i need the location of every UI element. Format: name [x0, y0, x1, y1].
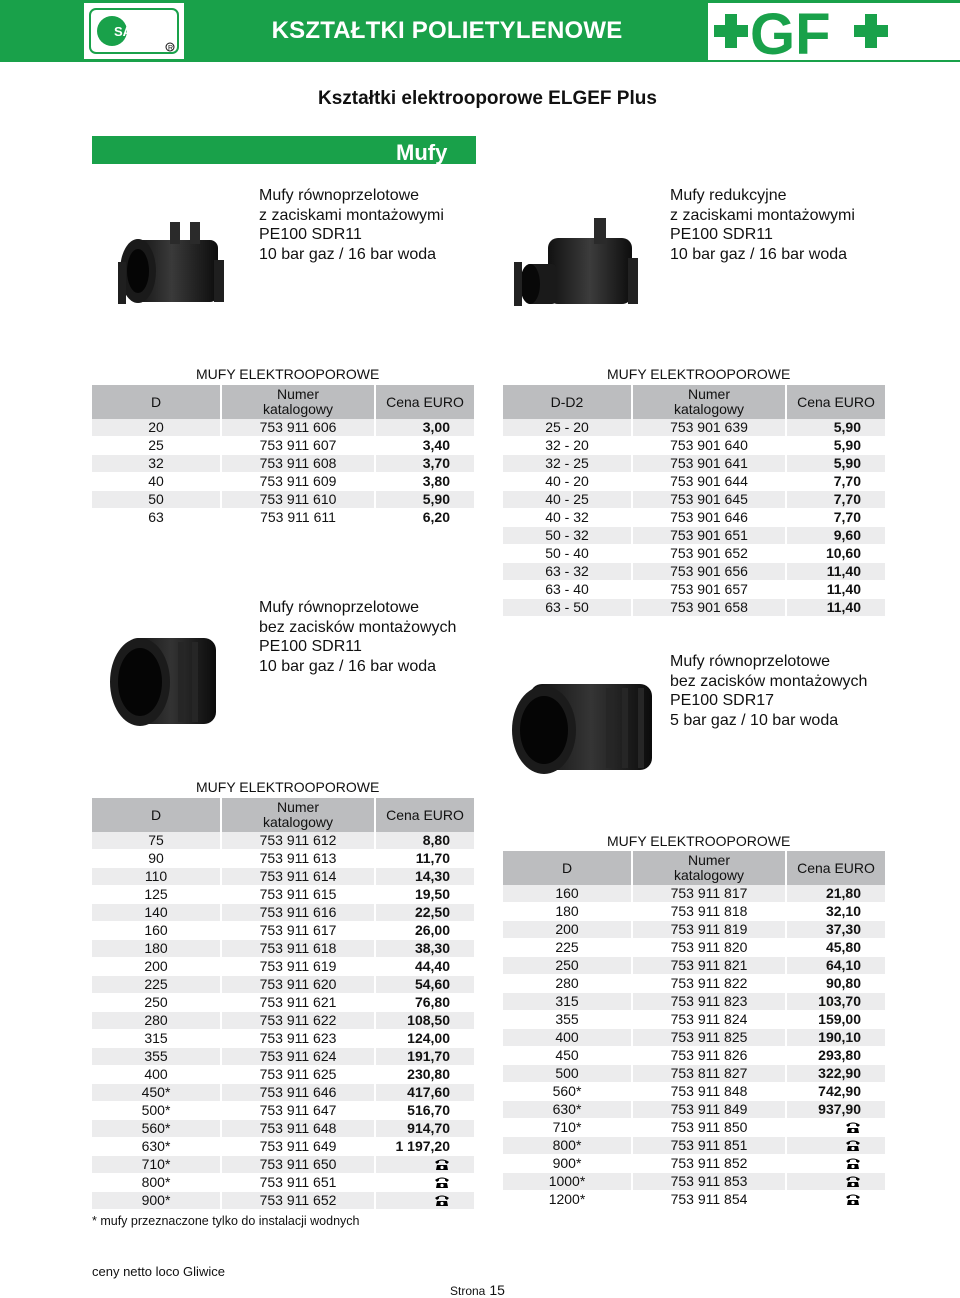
catalog-number-cell: 753 901 652 — [633, 545, 787, 563]
price-cell: 7,70 — [787, 509, 885, 527]
catalog-number-cell: 753 911 651 — [222, 1174, 376, 1192]
price-table-4 — [503, 851, 885, 1209]
diameter-cell: 710* — [92, 1156, 222, 1174]
price-cell — [787, 1137, 885, 1155]
diameter-cell: 110 — [92, 868, 222, 886]
price-cell: 108,50 — [376, 1012, 474, 1030]
product-description-2 — [670, 186, 855, 264]
table-row — [92, 1048, 474, 1066]
catalog-number-cell: 753 901 639 — [633, 419, 787, 437]
catalog-number-cell: 753 911 821 — [633, 957, 787, 975]
catalog-number-cell: 753 911 610 — [222, 491, 376, 509]
price-cell — [787, 1119, 885, 1137]
sanit-logo-text: SANIT — [114, 24, 153, 39]
diameter-cell: 355 — [503, 1011, 633, 1029]
diameter-cell: 25 — [92, 437, 222, 455]
catalog-number-cell: 753 911 617 — [222, 922, 376, 940]
table-row — [92, 1156, 474, 1174]
coupler-sdr17-image — [506, 674, 662, 778]
catalog-number-cell: 753 901 645 — [633, 491, 787, 509]
table-row — [92, 1102, 474, 1120]
column-header: D — [92, 798, 222, 832]
price-cell: 417,60 — [376, 1084, 474, 1102]
price-cell: 5,90 — [787, 419, 885, 437]
column-header: Cena EURO — [376, 385, 474, 419]
catalog-number-cell: 753 911 852 — [633, 1155, 787, 1173]
sanit-logo — [84, 3, 184, 59]
table-row — [92, 904, 474, 922]
price-cell: 11,40 — [787, 599, 885, 617]
product-description-4 — [670, 652, 867, 730]
table-row — [92, 419, 474, 437]
table-row — [503, 975, 885, 993]
diameter-cell: 1000* — [503, 1173, 633, 1191]
catalog-number-cell: 753 911 818 — [633, 903, 787, 921]
table-row — [503, 527, 885, 545]
desc-line: bez zacisków montażowych — [259, 618, 457, 636]
table-row — [503, 1011, 885, 1029]
coupler-with-clamps-image — [110, 210, 242, 322]
price-cell: 5,90 — [376, 491, 474, 509]
price-cell: 22,50 — [376, 904, 474, 922]
phone-icon — [434, 1194, 450, 1207]
catalog-number-cell: 753 901 640 — [633, 437, 787, 455]
catalog-number-cell: 753 901 656 — [633, 563, 787, 581]
diameter-cell: 500* — [92, 1102, 222, 1120]
table-row — [503, 1173, 885, 1191]
catalog-number-cell: 753 911 854 — [633, 1191, 787, 1209]
desc-line: PE100 SDR11 — [259, 226, 362, 243]
catalog-number-cell: 753 911 647 — [222, 1102, 376, 1120]
gf-logo-graphic — [708, 0, 960, 62]
diameter-cell: 40 - 32 — [503, 509, 633, 527]
price-cell: 3,80 — [376, 473, 474, 491]
catalog-number-cell: 753 911 822 — [633, 975, 787, 993]
catalog-number-cell: 753 911 826 — [633, 1047, 787, 1065]
table-row — [503, 419, 885, 437]
catalog-number-cell: 753 911 621 — [222, 994, 376, 1012]
price-cell: 14,30 — [376, 868, 474, 886]
table-row — [503, 509, 885, 527]
table-row — [92, 886, 474, 904]
table-row — [92, 976, 474, 994]
table-row — [92, 473, 474, 491]
price-cell: 159,00 — [787, 1011, 885, 1029]
price-cell: 3,40 — [376, 437, 474, 455]
column-header: Numer katalogowy — [633, 851, 787, 885]
table-row — [503, 921, 885, 939]
table-row — [503, 473, 885, 491]
table-row — [92, 1120, 474, 1138]
table-row — [92, 1066, 474, 1084]
diameter-cell: 200 — [503, 921, 633, 939]
catalog-number-cell: 753 901 641 — [633, 455, 787, 473]
catalog-number-cell: 753 911 823 — [633, 993, 787, 1011]
diameter-cell: 400 — [92, 1066, 222, 1084]
catalog-number-cell: 753 911 607 — [222, 437, 376, 455]
price-cell: 516,70 — [376, 1102, 474, 1120]
catalog-number-cell: 753 811 827 — [633, 1065, 787, 1083]
table-row — [503, 491, 885, 509]
diameter-cell: 90 — [92, 850, 222, 868]
catalog-number-cell: 753 911 613 — [222, 850, 376, 868]
diameter-cell: 140 — [92, 904, 222, 922]
catalog-number-cell: 753 911 849 — [633, 1101, 787, 1119]
catalog-number-cell: 753 911 619 — [222, 958, 376, 976]
price-cell: 32,10 — [787, 903, 885, 921]
diameter-cell: 630* — [92, 1138, 222, 1156]
diameter-cell: 225 — [92, 976, 222, 994]
price-cell: 5,90 — [787, 437, 885, 455]
catalog-number-cell: 753 911 649 — [222, 1138, 376, 1156]
table-row — [503, 455, 885, 473]
table-row — [503, 1137, 885, 1155]
phone-icon — [845, 1157, 861, 1170]
desc-line: 10 bar gaz / 16 bar woda — [259, 245, 437, 263]
diameter-cell: 315 — [92, 1030, 222, 1048]
table-row — [92, 491, 474, 509]
price-cell: 937,90 — [787, 1101, 885, 1119]
catalog-number-cell: 753 911 611 — [222, 509, 376, 527]
phone-icon — [845, 1193, 861, 1206]
diameter-cell: 180 — [92, 940, 222, 958]
table-row — [92, 455, 474, 473]
diameter-cell: 560* — [503, 1083, 633, 1101]
diameter-cell: 630* — [503, 1101, 633, 1119]
price-cell: 322,90 — [787, 1065, 885, 1083]
column-header: Numer katalogowy — [633, 385, 787, 419]
price-cell: 8,80 — [376, 832, 474, 850]
page-title: Kształtki elektrooporowe ELGEF Plus — [318, 88, 657, 109]
catalog-number-cell: 753 911 612 — [222, 832, 376, 850]
price-cell — [787, 1155, 885, 1173]
price-cell: 6,20 — [376, 509, 474, 527]
price-cell: 11,40 — [787, 581, 885, 599]
price-cell — [376, 1174, 474, 1192]
desc-line: PE100 SDR17 — [670, 692, 775, 709]
catalog-number-cell: 753 911 648 — [222, 1120, 376, 1138]
catalog-number-cell: 753 901 658 — [633, 599, 787, 617]
catalog-number-cell: 753 901 646 — [633, 509, 787, 527]
table-title-3: MUFY ELEKTROOPOROWE — [196, 779, 380, 795]
coupler-without-clamps-image — [106, 628, 232, 732]
column-header: Numer katalogowy — [222, 385, 376, 419]
price-cell: 914,70 — [376, 1120, 474, 1138]
catalog-number-cell: 753 911 625 — [222, 1066, 376, 1084]
reducing-coupler-image — [508, 212, 658, 322]
diameter-cell: 40 - 25 — [503, 491, 633, 509]
table-row — [503, 1083, 885, 1101]
price-cell: 5,90 — [787, 455, 885, 473]
table-title-4: MUFY ELEKTROOPOROWE — [607, 833, 791, 849]
gf-logo — [708, 0, 960, 62]
catalog-number-cell: 753 911 851 — [633, 1137, 787, 1155]
table-row — [503, 957, 885, 975]
desc-line: PE100 SDR11 — [259, 638, 362, 655]
catalog-number-cell: 753 911 614 — [222, 868, 376, 886]
diameter-cell: 40 - 20 — [503, 473, 633, 491]
diameter-cell: 900* — [503, 1155, 633, 1173]
desc-line: 5 bar gaz / 10 bar woda — [670, 711, 839, 729]
diameter-cell: 250 — [503, 957, 633, 975]
desc-line: z zaciskami montażowymi — [670, 206, 855, 224]
diameter-cell: 50 — [92, 491, 222, 509]
page-footer — [450, 1282, 505, 1298]
table-row — [503, 581, 885, 599]
diameter-cell: 125 — [92, 886, 222, 904]
table-row — [503, 545, 885, 563]
table-row — [503, 903, 885, 921]
price-cell: 3,70 — [376, 455, 474, 473]
catalog-number-cell: 753 911 624 — [222, 1048, 376, 1066]
catalog-number-cell: 753 911 609 — [222, 473, 376, 491]
diameter-cell: 63 - 32 — [503, 563, 633, 581]
price-cell: 11,70 — [376, 850, 474, 868]
diameter-cell: 250 — [92, 994, 222, 1012]
diameter-cell: 315 — [503, 993, 633, 1011]
price-cell: 7,70 — [787, 473, 885, 491]
diameter-cell: 50 - 32 — [503, 527, 633, 545]
column-header: Cena EURO — [787, 851, 885, 885]
table-row — [92, 1192, 474, 1210]
column-header: Cena EURO — [787, 385, 885, 419]
table-row — [503, 1065, 885, 1083]
price-cell: 293,80 — [787, 1047, 885, 1065]
price-table-3 — [92, 798, 474, 1210]
column-header: Numer katalogowy — [222, 798, 376, 832]
price-cell — [787, 1191, 885, 1209]
catalog-number-cell: 753 911 606 — [222, 419, 376, 437]
table-row — [92, 850, 474, 868]
table-row — [92, 868, 474, 886]
catalog-number-cell: 753 911 620 — [222, 976, 376, 994]
table-row — [503, 1029, 885, 1047]
desc-line: Mufy równoprzelotowe — [259, 187, 420, 204]
desc-line: Mufy równoprzelotowe — [259, 599, 420, 616]
table-row — [503, 1155, 885, 1173]
price-cell: 19,50 — [376, 886, 474, 904]
gf-logo-text: GF — [750, 2, 831, 62]
diameter-cell: 63 — [92, 509, 222, 527]
diameter-cell: 900* — [92, 1192, 222, 1210]
desc-line: PE100 SDR11 — [670, 226, 773, 243]
price-cell: 190,10 — [787, 1029, 885, 1047]
table-row — [503, 885, 885, 903]
price-cell — [376, 1192, 474, 1210]
price-cell: 9,60 — [787, 527, 885, 545]
table-row — [503, 1101, 885, 1119]
catalog-number-cell: 753 911 615 — [222, 886, 376, 904]
table-row — [503, 563, 885, 581]
diameter-cell: 32 — [92, 455, 222, 473]
price-cell: 37,30 — [787, 921, 885, 939]
price-cell: 76,80 — [376, 994, 474, 1012]
table-title-1: MUFY ELEKTROOPOROWE — [196, 366, 380, 382]
catalog-number-cell: 753 911 853 — [633, 1173, 787, 1191]
desc-line: Mufy redukcyjne — [670, 187, 787, 204]
price-table-2 — [503, 385, 885, 617]
table-row — [92, 1138, 474, 1156]
sanit-logo-graphic — [84, 3, 184, 59]
table-row — [503, 1119, 885, 1137]
catalog-number-cell: 753 911 618 — [222, 940, 376, 958]
diameter-cell: 63 - 50 — [503, 599, 633, 617]
diameter-cell: 280 — [503, 975, 633, 993]
diameter-cell: 32 - 20 — [503, 437, 633, 455]
column-header: Cena EURO — [376, 798, 474, 832]
table-row — [92, 958, 474, 976]
diameter-cell: 450* — [92, 1084, 222, 1102]
table-row — [503, 1191, 885, 1209]
price-cell: 26,00 — [376, 922, 474, 940]
footnote: * mufy przeznaczone tylko do instalacji wodnych — [92, 1214, 360, 1228]
desc-line: bez zacisków montażowych — [670, 672, 868, 690]
price-cell: 7,70 — [787, 491, 885, 509]
diameter-cell: 710* — [503, 1119, 633, 1137]
table-row — [92, 509, 474, 527]
diameter-cell: 280 — [92, 1012, 222, 1030]
diameter-cell: 355 — [92, 1048, 222, 1066]
diameter-cell: 560* — [92, 1120, 222, 1138]
price-cell: 90,80 — [787, 975, 885, 993]
diameter-cell: 25 - 20 — [503, 419, 633, 437]
price-cell: 742,90 — [787, 1083, 885, 1101]
catalog-number-cell: 753 911 623 — [222, 1030, 376, 1048]
catalog-number-cell: 753 911 608 — [222, 455, 376, 473]
catalog-number-cell: 753 911 622 — [222, 1012, 376, 1030]
price-cell: 230,80 — [376, 1066, 474, 1084]
catalog-number-cell: 753 911 646 — [222, 1084, 376, 1102]
desc-line: 10 bar gaz / 16 bar woda — [670, 245, 848, 263]
table-row — [92, 1012, 474, 1030]
catalog-number-cell: 753 911 850 — [633, 1119, 787, 1137]
price-cell: 64,10 — [787, 957, 885, 975]
table-row — [503, 599, 885, 617]
price-cell: 11,40 — [787, 563, 885, 581]
diameter-cell: 160 — [503, 885, 633, 903]
phone-icon — [434, 1158, 450, 1171]
diameter-cell: 50 - 40 — [503, 545, 633, 563]
diameter-cell: 20 — [92, 419, 222, 437]
product-description-1 — [259, 186, 444, 264]
table-row — [92, 922, 474, 940]
table-row — [92, 832, 474, 850]
price-cell: 191,70 — [376, 1048, 474, 1066]
catalog-number-cell: 753 901 644 — [633, 473, 787, 491]
catalog-number-cell: 753 911 824 — [633, 1011, 787, 1029]
diameter-cell: 225 — [503, 939, 633, 957]
table-title-2: MUFY ELEKTROOPOROWE — [607, 366, 791, 382]
phone-icon — [845, 1175, 861, 1188]
price-table-1 — [92, 385, 474, 527]
table-row — [92, 437, 474, 455]
price-cell — [376, 1156, 474, 1174]
diameter-cell: 40 — [92, 473, 222, 491]
table-row — [92, 1174, 474, 1192]
table-row — [503, 437, 885, 455]
catalog-number-cell: 753 901 657 — [633, 581, 787, 599]
svg-text:R: R — [168, 45, 174, 52]
desc-line: 10 bar gaz / 16 bar woda — [259, 657, 437, 675]
table-row — [92, 1084, 474, 1102]
price-cell: 3,00 — [376, 419, 474, 437]
table-row — [503, 1047, 885, 1065]
product-description-3 — [259, 598, 456, 676]
price-cell: 10,60 — [787, 545, 885, 563]
table-row — [92, 1030, 474, 1048]
price-cell: 45,80 — [787, 939, 885, 957]
page-label: Strona — [450, 1284, 486, 1298]
catalog-number-cell: 753 911 820 — [633, 939, 787, 957]
diameter-cell: 75 — [92, 832, 222, 850]
catalog-number-cell: 753 911 819 — [633, 921, 787, 939]
price-cell: 38,30 — [376, 940, 474, 958]
price-note: ceny netto loco Gliwice — [92, 1264, 225, 1279]
page-number: 15 — [489, 1282, 505, 1298]
catalog-number-cell: 753 901 651 — [633, 527, 787, 545]
section-label: Mufy — [396, 140, 448, 165]
diameter-cell: 450 — [503, 1047, 633, 1065]
diameter-cell: 800* — [92, 1174, 222, 1192]
phone-icon — [845, 1139, 861, 1152]
header-title: KSZTAŁTKI POLIETYLENOWE — [271, 17, 623, 44]
phone-icon — [845, 1121, 861, 1134]
catalog-number-cell: 753 911 825 — [633, 1029, 787, 1047]
price-cell: 44,40 — [376, 958, 474, 976]
price-cell: 1 197,20 — [376, 1138, 474, 1156]
diameter-cell: 63 - 40 — [503, 581, 633, 599]
catalog-number-cell: 753 911 616 — [222, 904, 376, 922]
column-header: D-D2 — [503, 385, 633, 419]
catalog-number-cell: 753 911 650 — [222, 1156, 376, 1174]
desc-line: Mufy równoprzelotowe — [670, 653, 831, 670]
diameter-cell: 180 — [503, 903, 633, 921]
table-row — [503, 939, 885, 957]
price-cell — [787, 1173, 885, 1191]
diameter-cell: 1200* — [503, 1191, 633, 1209]
diameter-cell: 200 — [92, 958, 222, 976]
column-header: D — [92, 385, 222, 419]
catalog-number-cell: 753 911 817 — [633, 885, 787, 903]
table-row — [92, 994, 474, 1012]
diameter-cell: 160 — [92, 922, 222, 940]
diameter-cell: 400 — [503, 1029, 633, 1047]
diameter-cell: 32 - 25 — [503, 455, 633, 473]
catalog-number-cell: 753 911 652 — [222, 1192, 376, 1210]
table-row — [92, 940, 474, 958]
price-cell: 103,70 — [787, 993, 885, 1011]
catalog-number-cell: 753 911 848 — [633, 1083, 787, 1101]
column-header: D — [503, 851, 633, 885]
diameter-cell: 500 — [503, 1065, 633, 1083]
price-cell: 21,80 — [787, 885, 885, 903]
price-cell: 54,60 — [376, 976, 474, 994]
table-row — [503, 993, 885, 1011]
phone-icon — [434, 1176, 450, 1189]
diameter-cell: 800* — [503, 1137, 633, 1155]
desc-line: z zaciskami montażowymi — [259, 206, 444, 224]
price-cell: 124,00 — [376, 1030, 474, 1048]
